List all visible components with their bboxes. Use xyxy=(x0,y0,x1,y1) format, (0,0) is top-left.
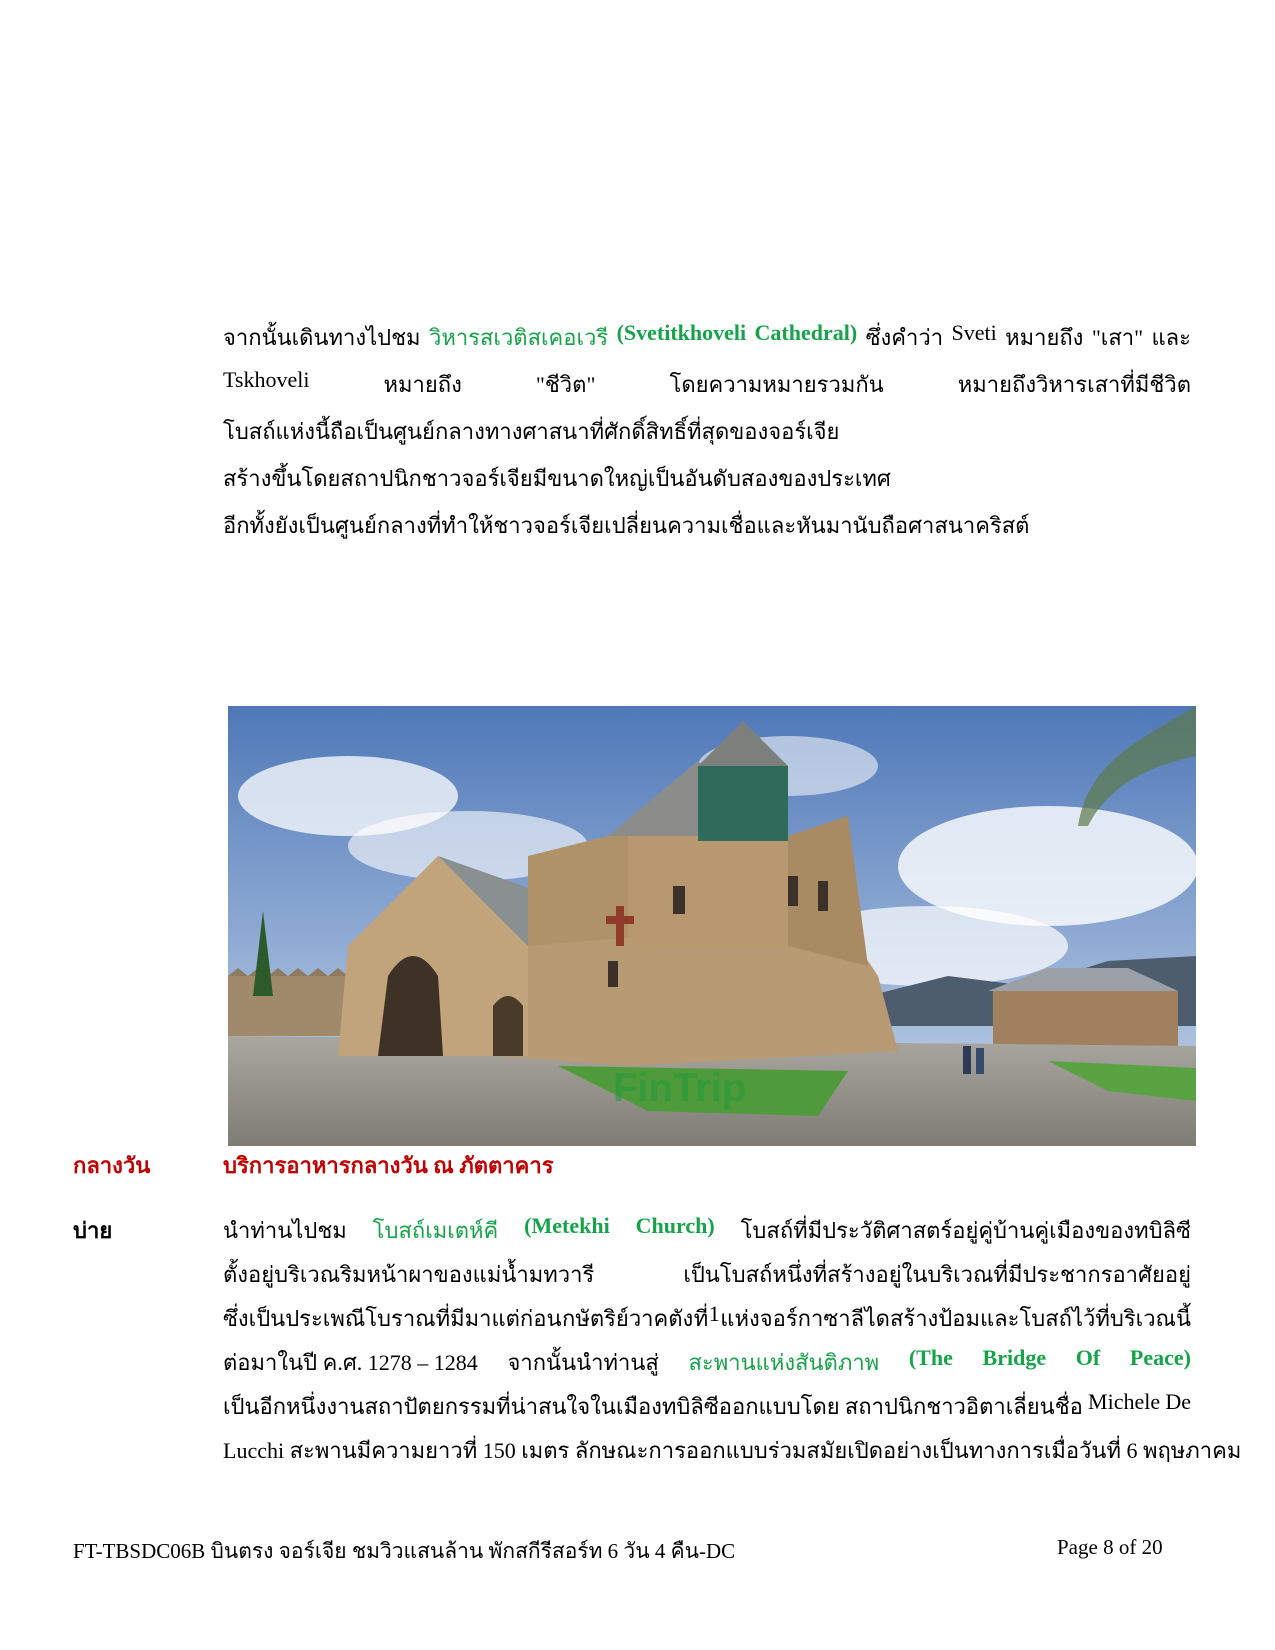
intro-text: หมายถึง xyxy=(1005,325,1084,350)
page-number: Page 8 of 20 xyxy=(1057,1535,1163,1559)
bridge-name-en-3: Of xyxy=(1075,1345,1101,1370)
afternoon-text: แห่งจอร์กาซาลี xyxy=(720,1306,865,1331)
intro-line-4: สร้างขึ้นโดยสถาปนิกชาวจอร์เจียมีขนาดใหญ่เป็นอันดับสองของประเทศ xyxy=(223,466,891,491)
intro-text: ซึ่งคำว่า xyxy=(865,325,944,350)
afternoon-text: โบสถ์ที่มีประวัติศาสตร์อยู่คู่บ้านคู่เมืองของทบิลิซี xyxy=(740,1218,1191,1243)
intro-text: Tskhoveli xyxy=(223,367,310,392)
bridge-name-en-4: Peace) xyxy=(1129,1345,1191,1370)
cathedral-photo xyxy=(228,706,1196,1146)
afternoon-label: บ่าย xyxy=(73,1218,113,1243)
cathedral-name-en-2: Cathedral) xyxy=(754,320,858,345)
afternoon-text: สถาปนิกชาวอิตาเลี่ยนชื่อ xyxy=(844,1394,1083,1419)
afternoon-line-1 xyxy=(223,1213,1191,1248)
cathedral-name-en-1: (Svetitkhoveli xyxy=(616,320,747,345)
fintrip-watermark: FinTrip xyxy=(613,1066,747,1110)
cathedral-name-thai: วิหารสเวติสเคอเวรี xyxy=(428,325,609,350)
afternoon-text: ไดสร้างป้อมและโบสถ์ไว้ที่บริเวณนี้ xyxy=(864,1306,1191,1331)
footer-title: FT-TBSDC06B บินตรง จอร์เจีย ชมวิวแสนล้าน พักสกีรีสอร์ท 6 วัน 4 คืน-DC xyxy=(73,1539,736,1563)
bridge-name-en-1: (The xyxy=(908,1345,953,1370)
intro-line-1 xyxy=(223,320,1191,355)
afternoon-text: 1 xyxy=(708,1301,720,1326)
intro-text: "ชีวิต" xyxy=(535,372,596,397)
bridge-name-en-2: Bridge xyxy=(982,1345,1047,1370)
intro-text: และ xyxy=(1151,325,1191,350)
afternoon-text: ตั้งอยู่บริเวณริมหน้าผาของแม่น้ำมทวารี xyxy=(223,1262,595,1287)
intro-line-2 xyxy=(223,367,1191,402)
intro-text: "เสา" xyxy=(1091,325,1144,350)
afternoon-text: เป็นอีกหนึ่งงานสถาปัตยกรรมที่น่าสนใจในเมืองทบิลิซีออกแบบโดย xyxy=(223,1394,840,1419)
lunch-label: กลางวัน xyxy=(73,1153,151,1178)
afternoon-text: Michele xyxy=(1088,1389,1161,1414)
intro-text: จากนั้นเดินทางไปชม xyxy=(223,325,421,350)
intro-text: Sveti xyxy=(951,320,997,345)
afternoon-line-2 xyxy=(223,1257,1191,1292)
intro-text: หมายถึง xyxy=(383,372,462,397)
afternoon-text: De xyxy=(1165,1389,1191,1414)
afternoon-text: ที่ xyxy=(693,1306,709,1331)
afternoon-text: จากนั้นนำท่านสู่ xyxy=(507,1350,659,1375)
metekhi-name-en-1: (Metekhi xyxy=(524,1213,610,1238)
afternoon-line-5 xyxy=(223,1389,1191,1424)
metekhi-name-en-2: Church) xyxy=(635,1213,715,1238)
afternoon-line-4 xyxy=(223,1345,1191,1380)
afternoon-line-3 xyxy=(223,1301,1191,1336)
bridge-name-thai: สะพานแห่งสันติภาพ xyxy=(688,1350,880,1375)
metekhi-name-thai: โบสถ์เมเตห์คี xyxy=(372,1218,499,1243)
afternoon-text: เป็นโบสถ์หนึ่งที่สร้างอยู่ในบริเวณที่มีประชากรอาศัยอยู่ xyxy=(683,1262,1191,1287)
afternoon-text: ต่อมาในปี ค.ศ. 1278 – 1284 xyxy=(223,1350,478,1375)
afternoon-text: นำท่านไปชม xyxy=(223,1218,347,1243)
intro-line-5: อีกทั้งยังเป็นศูนย์กลางที่ทำให้ชาวจอร์เจียเปลี่ยนความเชื่อและหันมานับถือศาสนาคริสต์ xyxy=(223,513,1030,538)
afternoon-text: ซึ่งเป็นประเพณีโบราณที่มีมาแต่ก่อน xyxy=(223,1306,562,1331)
intro-text: หมายถึงวิหารเสาที่มีชีวิต xyxy=(957,372,1191,397)
afternoon-line-6: Lucchi สะพานมีความยาวที่ 150 เมตร ลักษณะการออกแบบร่วมสมัยเปิดอย่างเป็นทางการเมื่อวันที่ 6 พฤษภาคม xyxy=(223,1438,1242,1463)
intro-line-3: โบสถ์แห่งนี้ถือเป็นศูนย์กลางทางศาสนาที่ศักดิ์สิทธิ์ที่สุดของจอร์เจีย xyxy=(223,419,840,444)
intro-text: โดยความหมายรวมกัน xyxy=(669,372,884,397)
afternoon-text: กษัตริย์วาคตัง xyxy=(562,1306,694,1331)
lunch-text: บริการอาหารกลางวัน ณ ภัตตาคาร xyxy=(223,1153,554,1178)
